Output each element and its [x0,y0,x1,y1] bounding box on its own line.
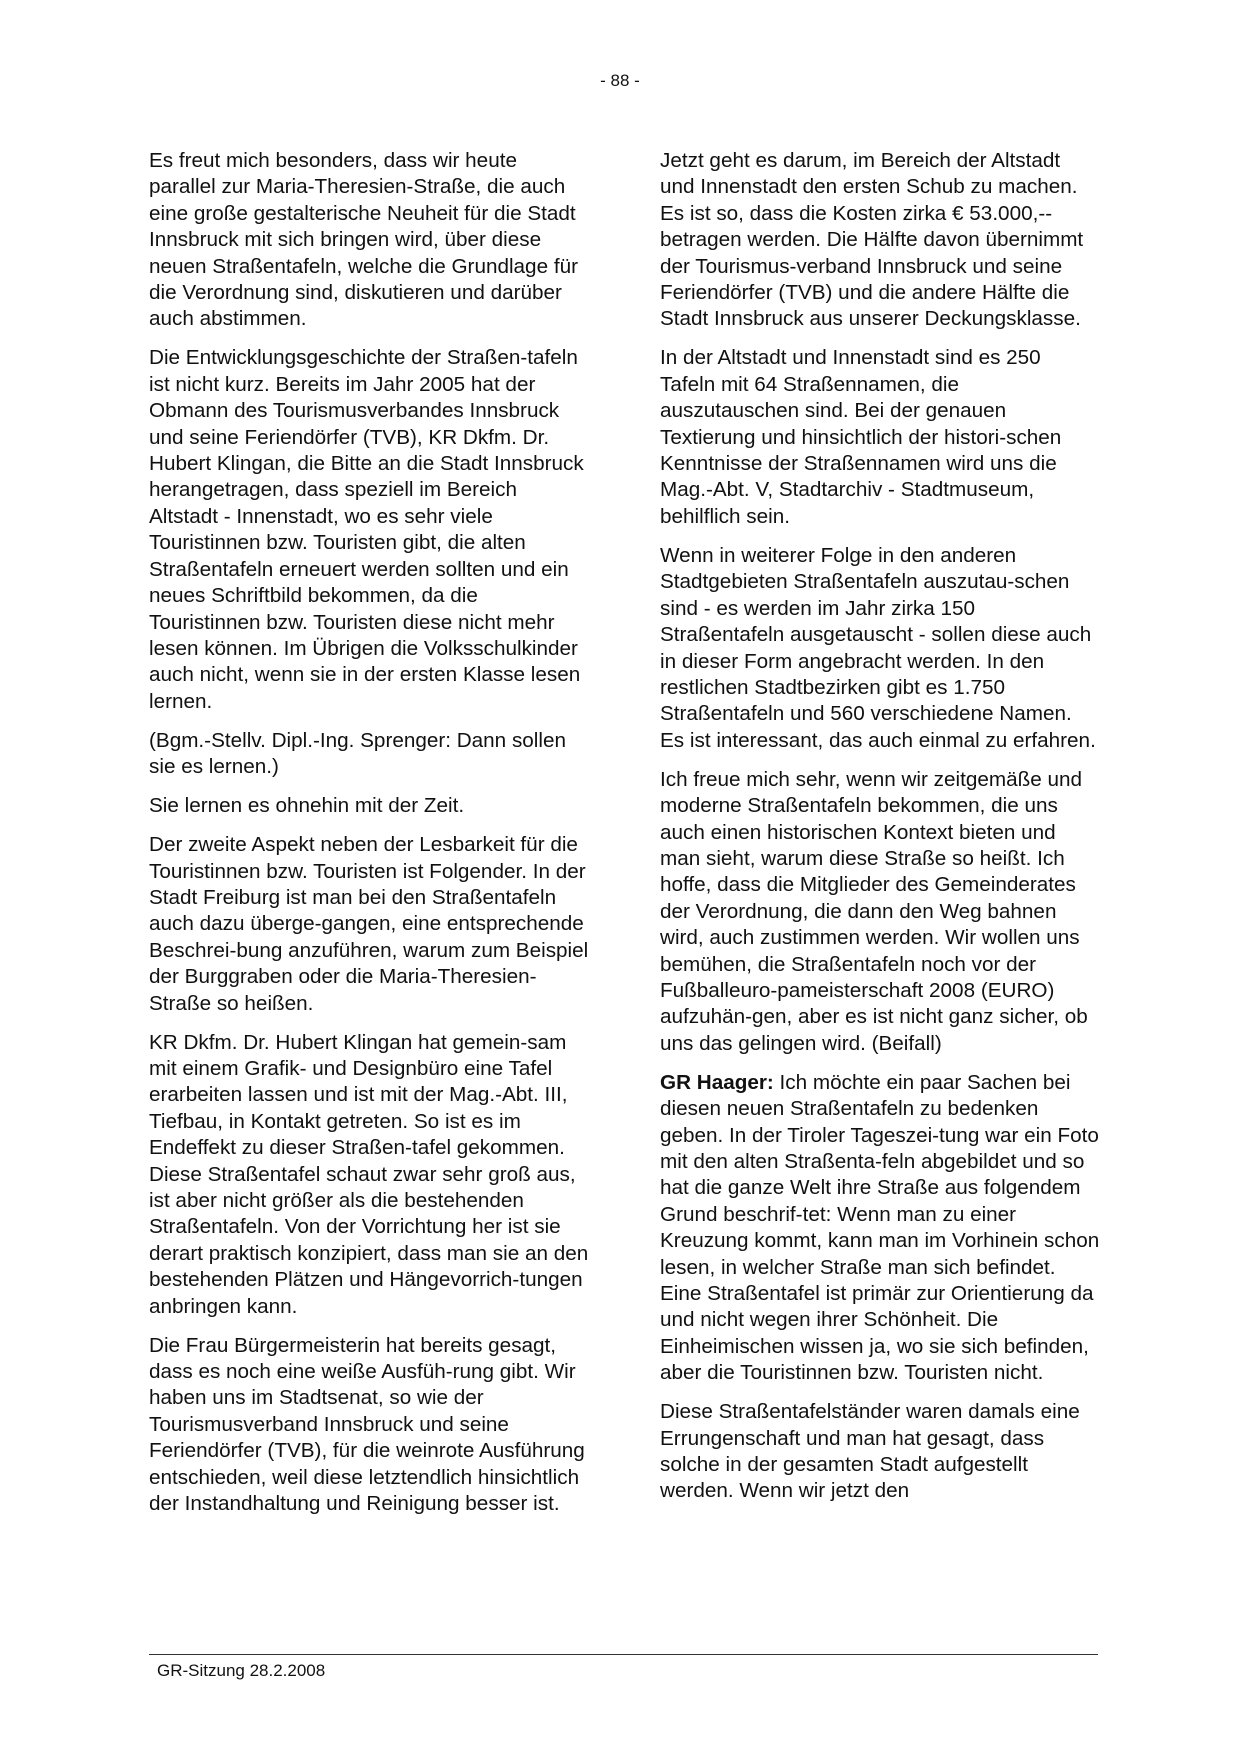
paragraph: Ich freue mich sehr, wenn wir zeitgemäße und moderne Straßentafeln bekommen, die uns auch einen historischen Kontext bieten und man sieht, warum diese Straße so heißt. Ich hoffe, dass die Mitglieder des Gemeinderates der Verordnung, die dann den Weg bahnen wird, auch zustimmen werden. Wir wollen uns bemühen, die Straßentafeln noch vor der Fußballeuro-pameisterschaft 2008 (EURO) aufzuhän-gen, aber es ist nicht ganz sicher, ob uns das gelingen wird. (Beifall) [660,767,1088,1055]
speech-paragraph [660,1070,1100,1387]
speaker-name: GR Haager: [660,1070,774,1094]
footer-session-label: GR-Sitzung 28.2.2008 [157,1661,326,1680]
left-column [149,148,589,1530]
right-column [660,148,1100,1517]
page-number: - 88 - [600,71,640,90]
footer-divider [149,1654,1098,1655]
interjection: (Bgm.-Stellv. Dipl.-Ing. Sprenger: Dann sollen sie es lernen.) [149,728,566,779]
paragraph: In der Altstadt und Innenstadt sind es 250 Tafeln mit 64 Straßennamen, die auszutauschen sind. Bei der genauen Textierung und hinsichtlich der histori-schen Kenntnisse der Straßennamen wird uns die Mag.-Abt. V, Stadtarchiv - Stadtmuseum, behilflich sein. [660,346,1062,528]
paragraph: Wenn in weiterer Folge in den anderen Stadtgebieten Straßentafeln auszutau-schen sind - es werden im Jahr zirka 150 Straßentafeln ausgetauscht - sollen diese auch in dieser Form angebracht werden. In den restlichen Stadtbezirken gibt es 1.750 Straßentafeln und 560 verschiedene Namen. Es ist interessant, das auch einmal zu erfahren. [660,543,1096,752]
paragraph: Sie lernen es ohnehin mit der Zeit. [149,794,465,818]
paragraph: Diese Straßentafelständer waren damals eine Errungenschaft und man hat gesagt, dass solche in der gesamten Stadt aufgestellt werden. Wenn wir jetzt den [660,1400,1080,1503]
speech-text: Ich möchte ein paar Sachen bei diesen neuen Straßentafeln zu bedenken geben. In der Tiroler Tageszei-tung war ein Foto mit den alten Straßenta-feln abgebildet und so hat die ganze Welt ihre Straße aus folgendem Grund beschrif-tet: Wenn man zu einer Kreuzung kommt, kann man im Vorhinein schon lesen, in welcher Straße man sich befindet. Eine Straßentafel ist primär zur Orientierung da und nicht wegen ihrer Schönheit. Die Einheimischen wissen ja, wo sie sich befinden, aber die Touristinnen bzw. Touristen nicht. [660,1070,1100,1385]
paragraph: Es freut mich besonders, dass wir heute parallel zur Maria-Theresien-Straße, die auch eine große gestalterische Neuheit für die Stadt Innsbruck mit sich bringen wird, über diese neuen Straßentafeln, welche die Grundlage für die Verordnung sind, diskutieren und darüber auch abstimmen. [149,149,578,331]
paragraph: Die Entwicklungsgeschichte der Straßen-tafeln ist nicht kurz. Bereits im Jahr 2005 hat der Obmann des Tourismusverbandes Innsbruck und seine Feriendörfer (TVB), KR Dkfm. Dr. Hubert Klingan, die Bitte an die Stadt Innsbruck herangetragen, dass speziell im Bereich Altstadt - Innenstadt, wo es sehr viele Touristinnen bzw. Touristen gibt, die alten Straßentafeln erneuert werden sollten und ein neues Schriftbild bekommen, da die Touristinnen bzw. Touristen diese nicht mehr lesen können. Im Übrigen die Volksschulkinder auch nicht, wenn sie in der ersten Klasse lesen lernen. [149,346,584,713]
paragraph: Die Frau Bürgermeisterin hat bereits gesagt, dass es noch eine weiße Ausfüh-rung gibt. Wir haben uns im Stadtsenat, so wie der Tourismusverband Innsbruck und seine Feriendörfer (TVB), für die weinrote Ausführung entschieden, weil diese letztendlich hinsichtlich der Instandhaltung und Reinigung besser ist. [149,1333,585,1516]
paragraph: KR Dkfm. Dr. Hubert Klingan hat gemein-sam mit einem Grafik- und Designbüro eine Tafel erarbeiten lassen und ist mit der Mag.-Abt. III, Tiefbau, in Kontakt getreten. So ist es im Endeffekt zu dieser Straßen-tafel gekommen. Diese Straßentafel schaut zwar sehr groß aus, ist aber nicht größer als die bestehenden Straßentafeln. Von der Vorrichtung her ist sie derart praktisch konzipiert, dass man sie an den bestehenden Plätzen und Hängevorrich-tungen anbringen kann. [149,1030,589,1318]
paragraph: Der zweite Aspekt neben der Lesbarkeit für die Touristinnen bzw. Touristen ist Folgender. In der Stadt Freiburg ist man bei den Straßentafeln auch dazu überge-gangen, eine entsprechende Beschrei-bung anzuführen, warum zum Beispiel der Burggraben oder die Maria-Theresien-Straße so heißen. [149,833,589,1015]
paragraph: Jetzt geht es darum, im Bereich der Altstadt und Innenstadt den ersten Schub zu machen. Es ist so, dass die Kosten zirka € 53.000,-- betragen werden. Die Hälfte davon übernimmt der Tourismus-verband Innsbruck und seine Feriendörfer (TVB) und die andere Hälfte die Stadt Innsbruck aus unserer Deckungsklasse. [660,149,1084,331]
